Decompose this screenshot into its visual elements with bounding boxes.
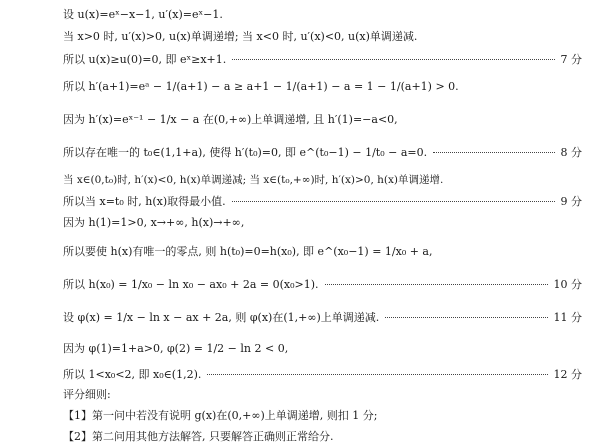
line-text: 所以 h′(a+1)=eᵃ − 1/(a+1) − a ≥ a+1 − 1/(a+1) − a = 1 − 1/(a+1) > 0. (63, 80, 459, 93)
score-label: 9 分 (560, 195, 582, 208)
line-8 (63, 193, 582, 209)
leader-dots (207, 373, 547, 375)
line-text: 所以 u(x)≥u(0)=0, 即 eˣ≥x+1. (63, 53, 227, 66)
line-14 (63, 366, 582, 382)
score-label: 12 分 (553, 368, 582, 381)
line-text: 所以要使 h(x)有唯一的零点, 则 h(t₀)=0=h(x₀), 即 e^(x₀−1) = 1/x₀ + a, (63, 245, 433, 258)
grading-rules-heading: 评分细则: (63, 388, 111, 401)
line-1 (63, 6, 582, 22)
line-text: 当 x>0 时, u′(x)>0, u(x)单调递增; 当 x<0 时, u′(x)<0, u(x)单调递减. (63, 30, 418, 43)
grading-rule-1: 【1】第一问中若没有说明 g(x)在(0,+∞)上单调递增, 则扣 1 分; (63, 409, 378, 422)
line-4 (63, 78, 582, 94)
score-label: 7 分 (560, 53, 582, 66)
score-label: 8 分 (560, 146, 582, 159)
leader-dots (325, 283, 548, 285)
score-label: 10 分 (553, 278, 582, 291)
line-10 (63, 243, 582, 259)
leader-dots (232, 200, 555, 202)
line-5 (63, 111, 582, 127)
line-text: 所以当 x=t₀ 时, h(x)取得最小值. (63, 195, 226, 208)
line-17 (63, 428, 582, 444)
line-text: 因为 h′(x)=eˣ⁻¹ − 1/x − a 在(0,+∞)上单调递增, 且 h′(1)=−a<0, (63, 113, 398, 126)
line-15 (63, 386, 582, 402)
line-13 (63, 340, 582, 356)
grading-rule-2: 【2】第二问用其他方法解答, 只要解答正确则正常给分. (63, 430, 334, 443)
line-7 (63, 172, 582, 187)
line-6 (63, 144, 582, 160)
line-11 (63, 276, 582, 292)
line-12 (63, 309, 582, 325)
line-text: 设 u(x)=eˣ−x−1, u′(x)=eˣ−1. (63, 8, 223, 21)
line-text: 所以存在唯一的 t₀∈(1,1+a), 使得 h′(t₀)=0, 即 e^(t₀−1) − 1/t₀ − a=0. (63, 146, 428, 159)
line-text: 因为 φ(1)=1+a>0, φ(2) = 1/2 − ln 2 < 0, (63, 342, 289, 355)
line-text: 当 x∈(0,t₀)时, h′(x)<0, h(x)单调递减; 当 x∈(t₀,+∞)时, h′(x)>0, h(x)单调递增. (63, 174, 444, 186)
leader-dots (385, 316, 547, 318)
leader-dots (232, 58, 554, 60)
line-16 (63, 407, 582, 423)
line-text: 所以 h(x₀) = 1/x₀ − ln x₀ − ax₀ + 2a = 0(x₀>1). (63, 278, 319, 291)
score-label: 11 分 (553, 311, 582, 324)
line-3 (63, 51, 582, 67)
line-9 (63, 214, 582, 230)
line-text: 所以 1<x₀<2, 即 x₀∈(1,2). (63, 368, 202, 381)
line-text: 因为 h(1)=1>0, x→+∞, h(x)→+∞, (63, 216, 245, 229)
line-text: 设 φ(x) = 1/x − ln x − ax + 2a, 则 φ(x)在(1,+∞)上单调递减. (63, 311, 380, 324)
line-2 (63, 28, 582, 44)
leader-dots (433, 151, 554, 153)
